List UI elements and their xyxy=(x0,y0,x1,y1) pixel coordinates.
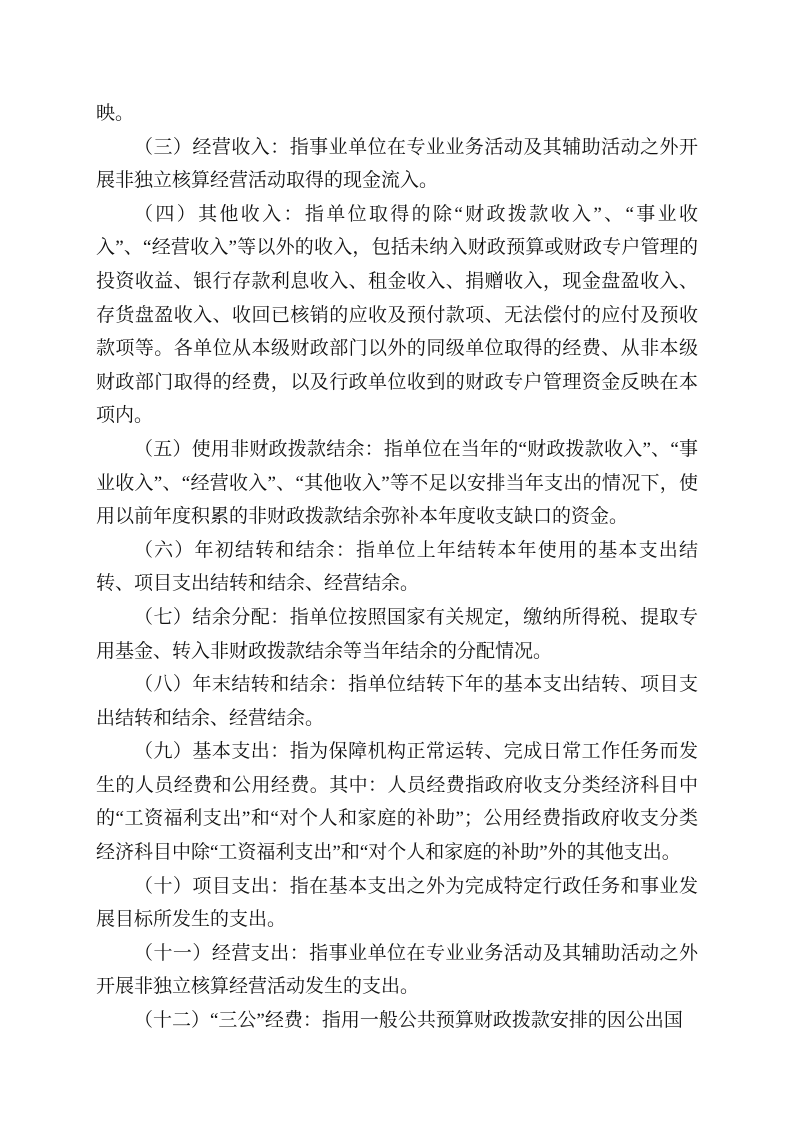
paragraph-item-7-surplus-distribution: （七）结余分配：指单位按照国家有关规定，缴纳所得税、提取专用基金、转入非财政拨款结余等当年结余的分配情况。 xyxy=(96,606,698,662)
paragraph-item-6-beginning-year-carryover: （六）年初结转和结余：指单位上年结转本年使用的基本支出结转、项目支出结转和结余、经营结余。 xyxy=(96,539,698,595)
paragraph-item-8-year-end-carryover: （八）年末结转和结余：指单位结转下年的基本支出结转、项目支出结转和结余、经营结余。 xyxy=(96,674,698,729)
paragraph-item-3-operating-income: （三）经营收入：指事业单位在专业业务活动及其辅助活动之外开展非独立核算经营活动取得的现金流入。 xyxy=(96,136,698,192)
document-body xyxy=(96,97,698,1038)
paragraph-item-5-use-of-non-fiscal-surplus: （五）使用非财政拨款结余：指单位在当年的“财政拨款收入”、“事业收入”、“经营收入”、“其他收入”等不足以安排当年支出的情况下，使用以前年度积累的非财政拨款结余弥补本年度收支缺口的资金。 xyxy=(96,438,698,528)
paragraph-continuation-tail: 映。 xyxy=(96,103,135,124)
paragraph-item-4-other-income: （四）其他收入：指单位取得的除“财政拨款收入”、“事业收入”、“经营收入”等以外的收入，包括未纳入财政预算或财政专户管理的投资收益、银行存款利息收入、租金收入、捐赠收入，现金盘盈收入、存货盘盈收入、收回已核销的应收及预付款项、无法偿付的应付及预收款项等。各单位从本级财政部门以外的同级单位取得的经费、从非本级财政部门取得的经费，以及行政单位收到的财政专户管理资金反映在本项内。 xyxy=(96,203,698,427)
paragraph-item-9-basic-expenditure: （九）基本支出：指为保障机构正常运转、完成日常工作任务而发生的人员经费和公用经费。其中：人员经费指政府收支分类经济科目中的“工资福利支出”和“对个人和家庭的补助”；公用经费指政府收支分类经济科目中除“工资福利支出”和“对个人和家庭的补助”外的其他支出。 xyxy=(96,741,698,864)
paragraph-item-10-project-expenditure: （十）项目支出：指在基本支出之外为完成特定行政任务和事业发展目标所发生的支出。 xyxy=(96,875,698,931)
paragraph-item-11-operating-expenditure: （十一）经营支出：指事业单位在专业业务活动及其辅助活动之外开展非独立核算经营活动发生的支出。 xyxy=(96,942,698,998)
paragraph-item-12-three-public-funds: （十二）“三公”经费：指用一般公共预算财政拨款安排的因公出国 xyxy=(134,1010,683,1032)
